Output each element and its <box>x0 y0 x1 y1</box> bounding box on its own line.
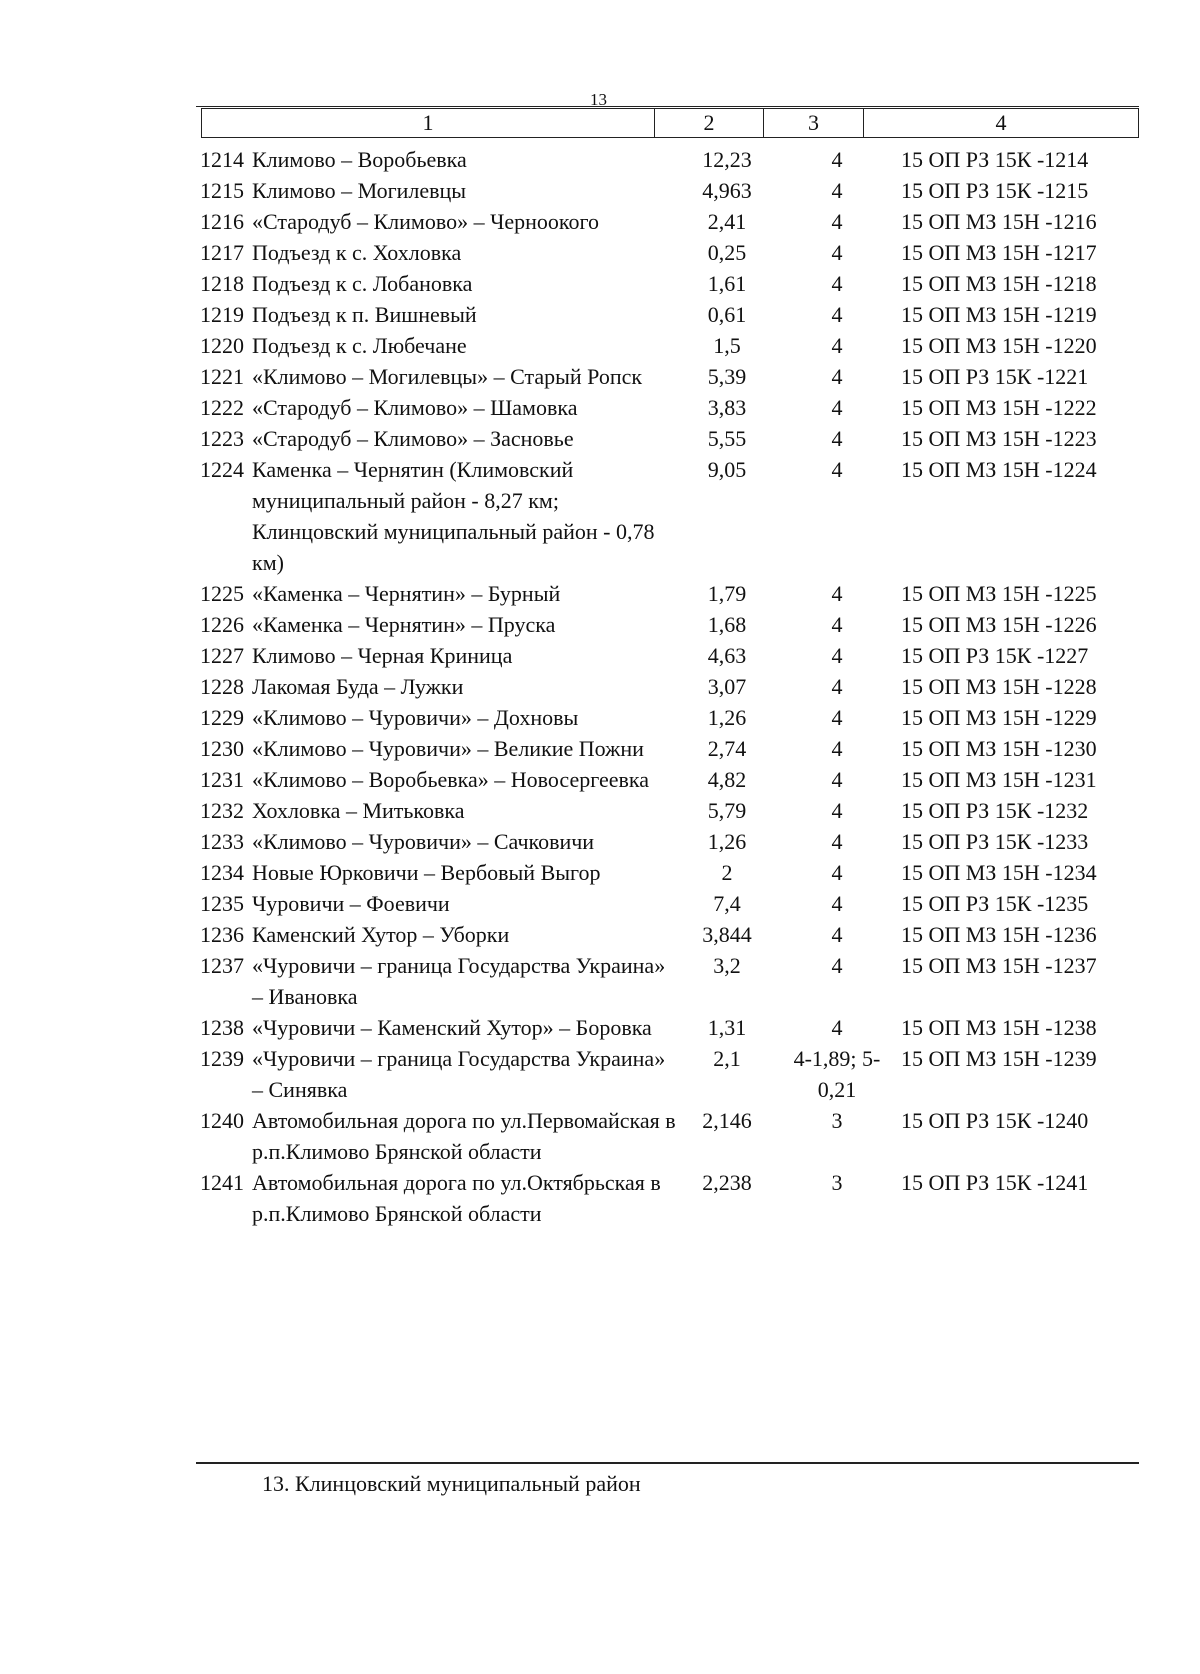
road-name: Каменский Хутор – Уборки <box>252 922 510 947</box>
road-category: 4-1,89; 5-0,21 <box>793 1046 881 1102</box>
road-code: 15 ОП МЗ 15Н -1238 <box>901 1015 1097 1040</box>
road-number: 1234 <box>200 860 244 885</box>
road-name: «Стародуб – Климово» – Шамовка <box>252 395 578 420</box>
road-category: 4 <box>831 426 843 451</box>
road-code: 15 ОП МЗ 15Н -1239 <box>901 1046 1097 1071</box>
road-length: 2,1 <box>713 1046 741 1071</box>
table-row <box>196 330 1139 361</box>
road-length: 4,963 <box>702 178 752 203</box>
road-category: 4 <box>831 674 843 699</box>
road-number: 1216 <box>200 209 244 234</box>
column-header-row <box>201 108 1139 138</box>
road-code: 15 ОП МЗ 15Н -1218 <box>901 271 1097 296</box>
road-number: 1222 <box>200 395 244 420</box>
road-length: 1,26 <box>707 829 747 854</box>
road-name: Новые Юрковичи – Вербовый Выгор <box>252 860 601 885</box>
road-length: 4,63 <box>707 643 747 668</box>
road-code: 15 ОП МЗ 15Н -1219 <box>901 302 1097 327</box>
road-code: 15 ОП МЗ 15Н -1237 <box>901 953 1097 978</box>
road-name: «Стародуб – Климово» – Засновье <box>252 426 574 451</box>
road-number: 1225 <box>200 581 244 606</box>
table-row <box>196 1043 1139 1105</box>
road-length: 2,238 <box>702 1170 752 1195</box>
road-length: 2 <box>721 860 733 885</box>
road-name: «Климово – Могилевцы» – Старый Ропск <box>252 364 643 389</box>
table-row <box>196 1105 1139 1167</box>
road-name: «Чуровичи – граница Государства Украина» – Синявка <box>252 1046 666 1102</box>
road-name: Чуровичи – Фоевичи <box>252 891 450 916</box>
table-row <box>196 578 1139 609</box>
table-row <box>196 1012 1139 1043</box>
road-number: 1214 <box>200 147 244 172</box>
table-row <box>196 609 1139 640</box>
road-category: 4 <box>831 271 843 296</box>
road-length: 3,07 <box>707 674 747 699</box>
section-title: 13. Клинцовский муниципальный район <box>262 1471 641 1496</box>
table-row <box>196 268 1139 299</box>
table-row <box>196 826 1139 857</box>
table-row <box>196 237 1139 268</box>
road-code: 15 ОП МЗ 15Н -1225 <box>901 581 1097 606</box>
header-col-1: 1 <box>202 109 655 138</box>
road-name: Автомобильная дорога по ул.Октябрьская в р.п.Климово Брянской области <box>252 1170 661 1226</box>
road-name: Подъезд к с. Любечане <box>252 333 467 358</box>
road-name: Лакомая Буда – Лужки <box>252 674 464 699</box>
road-category: 3 <box>831 1108 843 1133</box>
header-col-3: 3 <box>764 109 864 138</box>
road-number: 1226 <box>200 612 244 637</box>
road-code: 15 ОП МЗ 15Н -1236 <box>901 922 1097 947</box>
road-code: 15 ОП МЗ 15Н -1217 <box>901 240 1097 265</box>
road-code: 15 ОП МЗ 15Н -1220 <box>901 333 1097 358</box>
table-row <box>196 361 1139 392</box>
road-category: 4 <box>831 891 843 916</box>
road-length: 12,23 <box>702 147 752 172</box>
road-category: 4 <box>831 178 843 203</box>
road-code: 15 ОП МЗ 15Н -1222 <box>901 395 1097 420</box>
road-number: 1235 <box>200 891 244 916</box>
table-row <box>196 888 1139 919</box>
road-name: Климово – Черная Криница <box>252 643 513 668</box>
road-category: 4 <box>831 1015 843 1040</box>
road-name: «Климово – Чуровичи» – Сачковичи <box>252 829 595 854</box>
road-name: «Каменка – Чернятин» – Пруска <box>252 612 556 637</box>
road-number: 1239 <box>200 1046 244 1071</box>
road-length: 2,41 <box>707 209 747 234</box>
road-category: 4 <box>831 364 843 389</box>
road-name: «Каменка – Чернятин» – Бурный <box>252 581 561 606</box>
road-name: «Чуровичи – граница Государства Украина» – Ивановка <box>252 953 666 1009</box>
road-length: 4,82 <box>707 767 747 792</box>
road-number: 1218 <box>200 271 244 296</box>
road-code: 15 ОП МЗ 15Н -1216 <box>901 209 1097 234</box>
road-number: 1224 <box>200 457 244 482</box>
road-name: «Стародуб – Климово» – Черноокого <box>252 209 599 234</box>
header-col-4: 4 <box>864 109 1139 138</box>
road-category: 4 <box>831 736 843 761</box>
road-code: 15 ОП РЗ 15К -1214 <box>901 147 1089 172</box>
road-category: 4 <box>831 240 843 265</box>
road-number: 1238 <box>200 1015 244 1040</box>
road-length: 1,5 <box>713 333 741 358</box>
road-category: 4 <box>831 457 843 482</box>
header-top-rule <box>196 106 1139 107</box>
table-row <box>196 857 1139 888</box>
road-category: 4 <box>831 147 843 172</box>
road-number: 1229 <box>200 705 244 730</box>
road-category: 4 <box>831 395 843 420</box>
road-code: 15 ОП РЗ 15К -1235 <box>901 891 1089 916</box>
road-category: 4 <box>831 333 843 358</box>
road-code: 15 ОП МЗ 15Н -1230 <box>901 736 1097 761</box>
road-number: 1217 <box>200 240 244 265</box>
road-code: 15 ОП МЗ 15Н -1228 <box>901 674 1097 699</box>
table-row <box>196 206 1139 237</box>
road-name: Каменка – Чернятин (Климовский муниципальный район - 8,27 км; Клинцовский муниципальный район - 0,78 км) <box>252 457 655 575</box>
road-number: 1230 <box>200 736 244 761</box>
road-length: 3,844 <box>702 922 752 947</box>
road-code: 15 ОП РЗ 15К -1221 <box>901 364 1089 389</box>
table-row <box>196 764 1139 795</box>
table-row <box>196 702 1139 733</box>
table-row <box>196 423 1139 454</box>
road-length: 1,31 <box>707 1015 747 1040</box>
road-code: 15 ОП МЗ 15Н -1231 <box>901 767 1097 792</box>
road-name: Климово – Воробьевка <box>252 147 467 172</box>
road-name: Климово – Могилевцы <box>252 178 467 203</box>
road-name: Подъезд к с. Лобановка <box>252 271 473 296</box>
road-code: 15 ОП МЗ 15Н -1224 <box>901 457 1097 482</box>
road-code: 15 ОП РЗ 15К -1215 <box>901 178 1089 203</box>
road-number: 1220 <box>200 333 244 358</box>
road-length: 2,146 <box>702 1108 752 1133</box>
road-code: 15 ОП РЗ 15К -1227 <box>901 643 1089 668</box>
road-name: Автомобильная дорога по ул.Первомайская в р.п.Климово Брянской области <box>252 1108 676 1164</box>
road-category: 4 <box>831 767 843 792</box>
table-row <box>196 795 1139 826</box>
road-number: 1227 <box>200 643 244 668</box>
road-category: 4 <box>831 922 843 947</box>
road-category: 3 <box>831 1170 843 1195</box>
table-row <box>196 1167 1139 1229</box>
road-code: 15 ОП МЗ 15Н -1226 <box>901 612 1097 637</box>
table-row <box>196 950 1139 1012</box>
road-category: 4 <box>831 581 843 606</box>
road-code: 15 ОП РЗ 15К -1240 <box>901 1108 1089 1133</box>
table-row <box>196 392 1139 423</box>
road-number: 1219 <box>200 302 244 327</box>
road-category: 4 <box>831 643 843 668</box>
road-category: 4 <box>831 302 843 327</box>
road-name: «Климово – Чуровичи» – Великие Пожни <box>252 736 644 761</box>
road-code: 15 ОП РЗ 15К -1232 <box>901 798 1089 823</box>
road-number: 1232 <box>200 798 244 823</box>
road-length: 5,39 <box>707 364 747 389</box>
road-number: 1231 <box>200 767 244 792</box>
bottom-rule <box>196 1462 1139 1464</box>
table-row <box>196 144 1139 175</box>
road-number: 1240 <box>200 1108 244 1133</box>
road-code: 15 ОП РЗ 15К -1233 <box>901 829 1089 854</box>
road-length: 0,61 <box>707 302 747 327</box>
road-category: 4 <box>831 612 843 637</box>
road-length: 9,05 <box>707 457 747 482</box>
road-length: 5,55 <box>707 426 747 451</box>
road-number: 1223 <box>200 426 244 451</box>
road-length: 1,61 <box>707 271 747 296</box>
road-name: «Климово – Воробьевка» – Новосергеевка <box>252 767 649 792</box>
road-category: 4 <box>831 829 843 854</box>
road-number: 1215 <box>200 178 244 203</box>
road-length: 2,74 <box>707 736 747 761</box>
road-length: 1,79 <box>707 581 747 606</box>
table-row <box>196 299 1139 330</box>
table-row <box>196 733 1139 764</box>
road-length: 3,2 <box>713 953 741 978</box>
road-code: 15 ОП МЗ 15Н -1234 <box>901 860 1097 885</box>
road-number: 1236 <box>200 922 244 947</box>
table-row <box>196 175 1139 206</box>
table-row <box>196 919 1139 950</box>
table-row <box>196 454 1139 578</box>
road-category: 4 <box>831 953 843 978</box>
road-length: 5,79 <box>707 798 747 823</box>
road-name: Хохловка – Митьковка <box>252 798 465 823</box>
road-number: 1228 <box>200 674 244 699</box>
road-code: 15 ОП МЗ 15Н -1223 <box>901 426 1097 451</box>
road-name: Подъезд к п. Вишневый <box>252 302 477 327</box>
table-row <box>196 671 1139 702</box>
road-length: 7,4 <box>713 891 741 916</box>
road-length: 1,26 <box>707 705 747 730</box>
road-list <box>196 144 1139 1229</box>
road-number: 1221 <box>200 364 244 389</box>
header-col-2: 2 <box>655 109 764 138</box>
road-code: 15 ОП РЗ 15К -1241 <box>901 1170 1089 1195</box>
road-name: Подъезд к с. Хохловка <box>252 240 462 265</box>
road-length: 0,25 <box>707 240 747 265</box>
road-number: 1241 <box>200 1170 244 1195</box>
road-category: 4 <box>831 860 843 885</box>
page-number: 13 <box>590 90 607 109</box>
road-length: 3,83 <box>707 395 747 420</box>
road-name: «Чуровичи – Каменский Хутор» – Боровка <box>252 1015 652 1040</box>
road-length: 1,68 <box>707 612 747 637</box>
road-name: «Климово – Чуровичи» – Дохновы <box>252 705 579 730</box>
road-code: 15 ОП МЗ 15Н -1229 <box>901 705 1097 730</box>
road-category: 4 <box>831 705 843 730</box>
road-number: 1233 <box>200 829 244 854</box>
road-number: 1237 <box>200 953 244 978</box>
table-row <box>196 640 1139 671</box>
road-category: 4 <box>831 798 843 823</box>
road-category: 4 <box>831 209 843 234</box>
